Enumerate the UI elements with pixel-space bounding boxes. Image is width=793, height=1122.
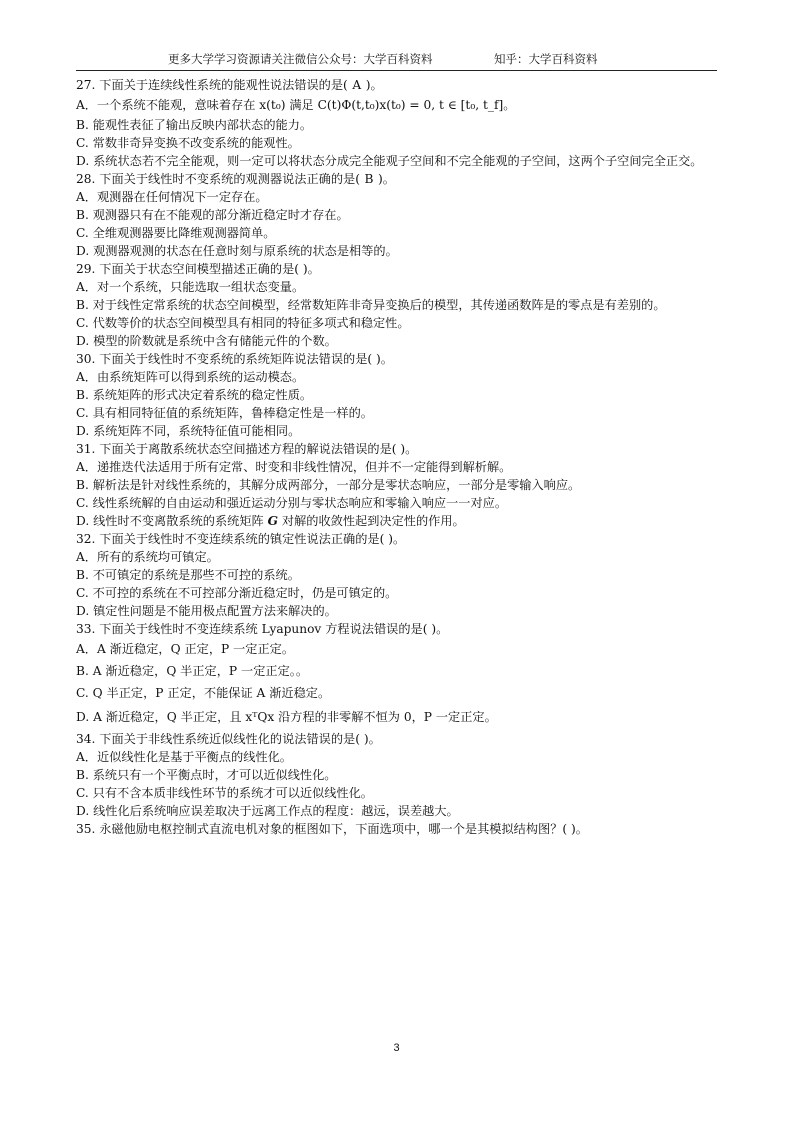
question-30-option-d: D. 系统矩阵不同，系统特征值可能相同。 [76,424,301,438]
question-34-stem: 34. 下面关于非线性系统近似线性化的说法错误的是( )。 [76,732,381,746]
question-28-option-c: C. 全维观测器要比降维观测器简单。 [76,226,276,240]
question-28-option-d: D. 观测器观测的状态在任意时刻与原系统的状态是相等的。 [76,244,398,258]
question-31-option-b: B. 解析法是针对线性系统的，其解分成两部分，一部分是零状态响应，一部分是零输入响应。 [76,478,581,492]
question-27-option-c: C. 常数非奇异变换不改变系统的能观性。 [76,136,300,150]
question-28-stem: 28. 下面关于线性时不变系统的观测器说法正确的是( B )。 [76,172,395,186]
question-31-option-d: D. 线性时不变离散系统的系统矩阵 G 对解的收敛性起到决定性的作用。 [76,514,465,528]
question-29-option-c: C. 代数等价的状态空间模型具有相同的特征多项式和稳定性。 [76,316,410,330]
question-27-answer: A [352,78,362,92]
question-35-stem: 35. 永磁他励电枢控制式直流电机对象的框图如下，下面选项中，哪一个是其模拟结构图？( )。 [76,822,588,836]
question-34-option-a: A．近似线性化是基于平衡点的线性化。 [76,750,292,764]
question-33-option-b: B. A 渐近稳定，Q 半正定，P 一定正定。。 [76,664,309,678]
question-30-stem: 30. 下面关于线性时不变系统的系统矩阵说法错误的是( )。 [76,352,393,366]
question-27-option-d: D. 系统状态若不完全能观，则一定可以将状态分成完全能观子空间和不完全能观的子空间，这两个子空间完全正交。 [76,154,703,168]
question-27-option-b: B. 能观性表征了输出反映内部状态的能力。 [76,118,313,132]
question-32-option-b: B. 不可镇定的系统是那些不可控的系统。 [76,568,300,582]
question-28-answer: B [364,172,374,186]
question-29-option-d: D. 模型的阶数就是系统中含有储能元件的个数。 [76,334,337,348]
question-30-option-c: C. 具有相同特征值的系统矩阵，鲁棒稳定性是一样的。 [76,406,373,420]
question-29-option-b: B. 对于线性定常系统的状态空间模型，经常数矩阵非奇异变换后的模型，其传递函数阵是的零点是有差别的。 [76,298,666,312]
page-number: 3 [393,1042,400,1054]
question-30-option-b: B. 系统矩阵的形式决定着系统的稳定性质。 [76,388,313,402]
question-33-option-d: D. A 渐近稳定，Q 半正定，且 xᵀQx 沿方程的非零解不恒为 0，P 一定正定。 [76,710,497,724]
question-33-option-a: A．A 渐近稳定，Q 正定，P 一定正定。 [76,642,295,656]
question-31-option-a: A．递推迭代法适用于所有定常、时变和非线性情况，但并不一定能得到解析解。 [76,460,512,474]
header-right-text: 知乎：大学百科资料 [494,52,598,66]
question-34-option-d: D. 线性化后系统响应误差取决于远离工作点的程度：越远，误差越大。 [76,804,459,818]
question-33-option-c: C. Q 半正定，P 正定，不能保证 A 渐近稳定。 [76,686,331,700]
question-32-option-c: C. 不可控的系统在不可控部分渐近稳定时，仍是可镇定的。 [76,586,398,600]
question-28-option-b: B. 观测器只有在不能观的部分渐近稳定时才存在。 [76,208,349,222]
question-33-stem: 33. 下面关于线性时不变连续系统 Lyapunov 方程说法错误的是( )。 [76,622,449,636]
question-29-stem: 29. 下面关于状态空间模型描述正确的是( )。 [76,262,320,276]
question-29-option-a: A．对一个系统，只能选取一组状态变量。 [76,280,305,294]
question-34-option-b: B. 系统只有一个平衡点时，才可以近似线性化。 [76,768,337,782]
question-27-option-a: A．一个系统不能观，意味着存在 x(t₀) 满足 C(t)Φ(t,t₀)x(t₀) = 0, t ∈ [t₀, t_f]。 [76,98,516,112]
question-32-stem: 32. 下面关于线性时不变连续系统的镇定性说法正确的是( )。 [76,532,406,546]
question-27-stem: 27. 下面关于连续线性系统的能观性说法错误的是( A )。 [76,78,383,92]
question-list [76,76,717,838]
page-header [76,50,717,71]
header-left-text: 更多大学学习资源请关注微信公众号：大学百科资料 [168,52,433,66]
question-32-option-a: A．所有的系统均可镇定。 [76,550,219,564]
question-30-option-a: A．由系统矩阵可以得到系统的运动模态。 [76,370,305,384]
question-32-option-d: D. 镇定性问题是不能用极点配置方法来解决的。 [76,604,337,618]
matrix-g-symbol: G [267,514,279,528]
question-31-option-c: C. 线性系统解的自由运动和强近运动分别与零状态响应和零输入响应一一对应。 [76,496,508,510]
question-31-stem: 31. 下面关于离散系统状态空间描述方程的解说法错误的是( )。 [76,442,418,456]
question-34-option-c: C. 只有不含本质非线性环节的系统才可以近似线性化。 [76,786,373,800]
question-28-option-a: A．观测器在任何情况下一定存在。 [76,190,268,204]
